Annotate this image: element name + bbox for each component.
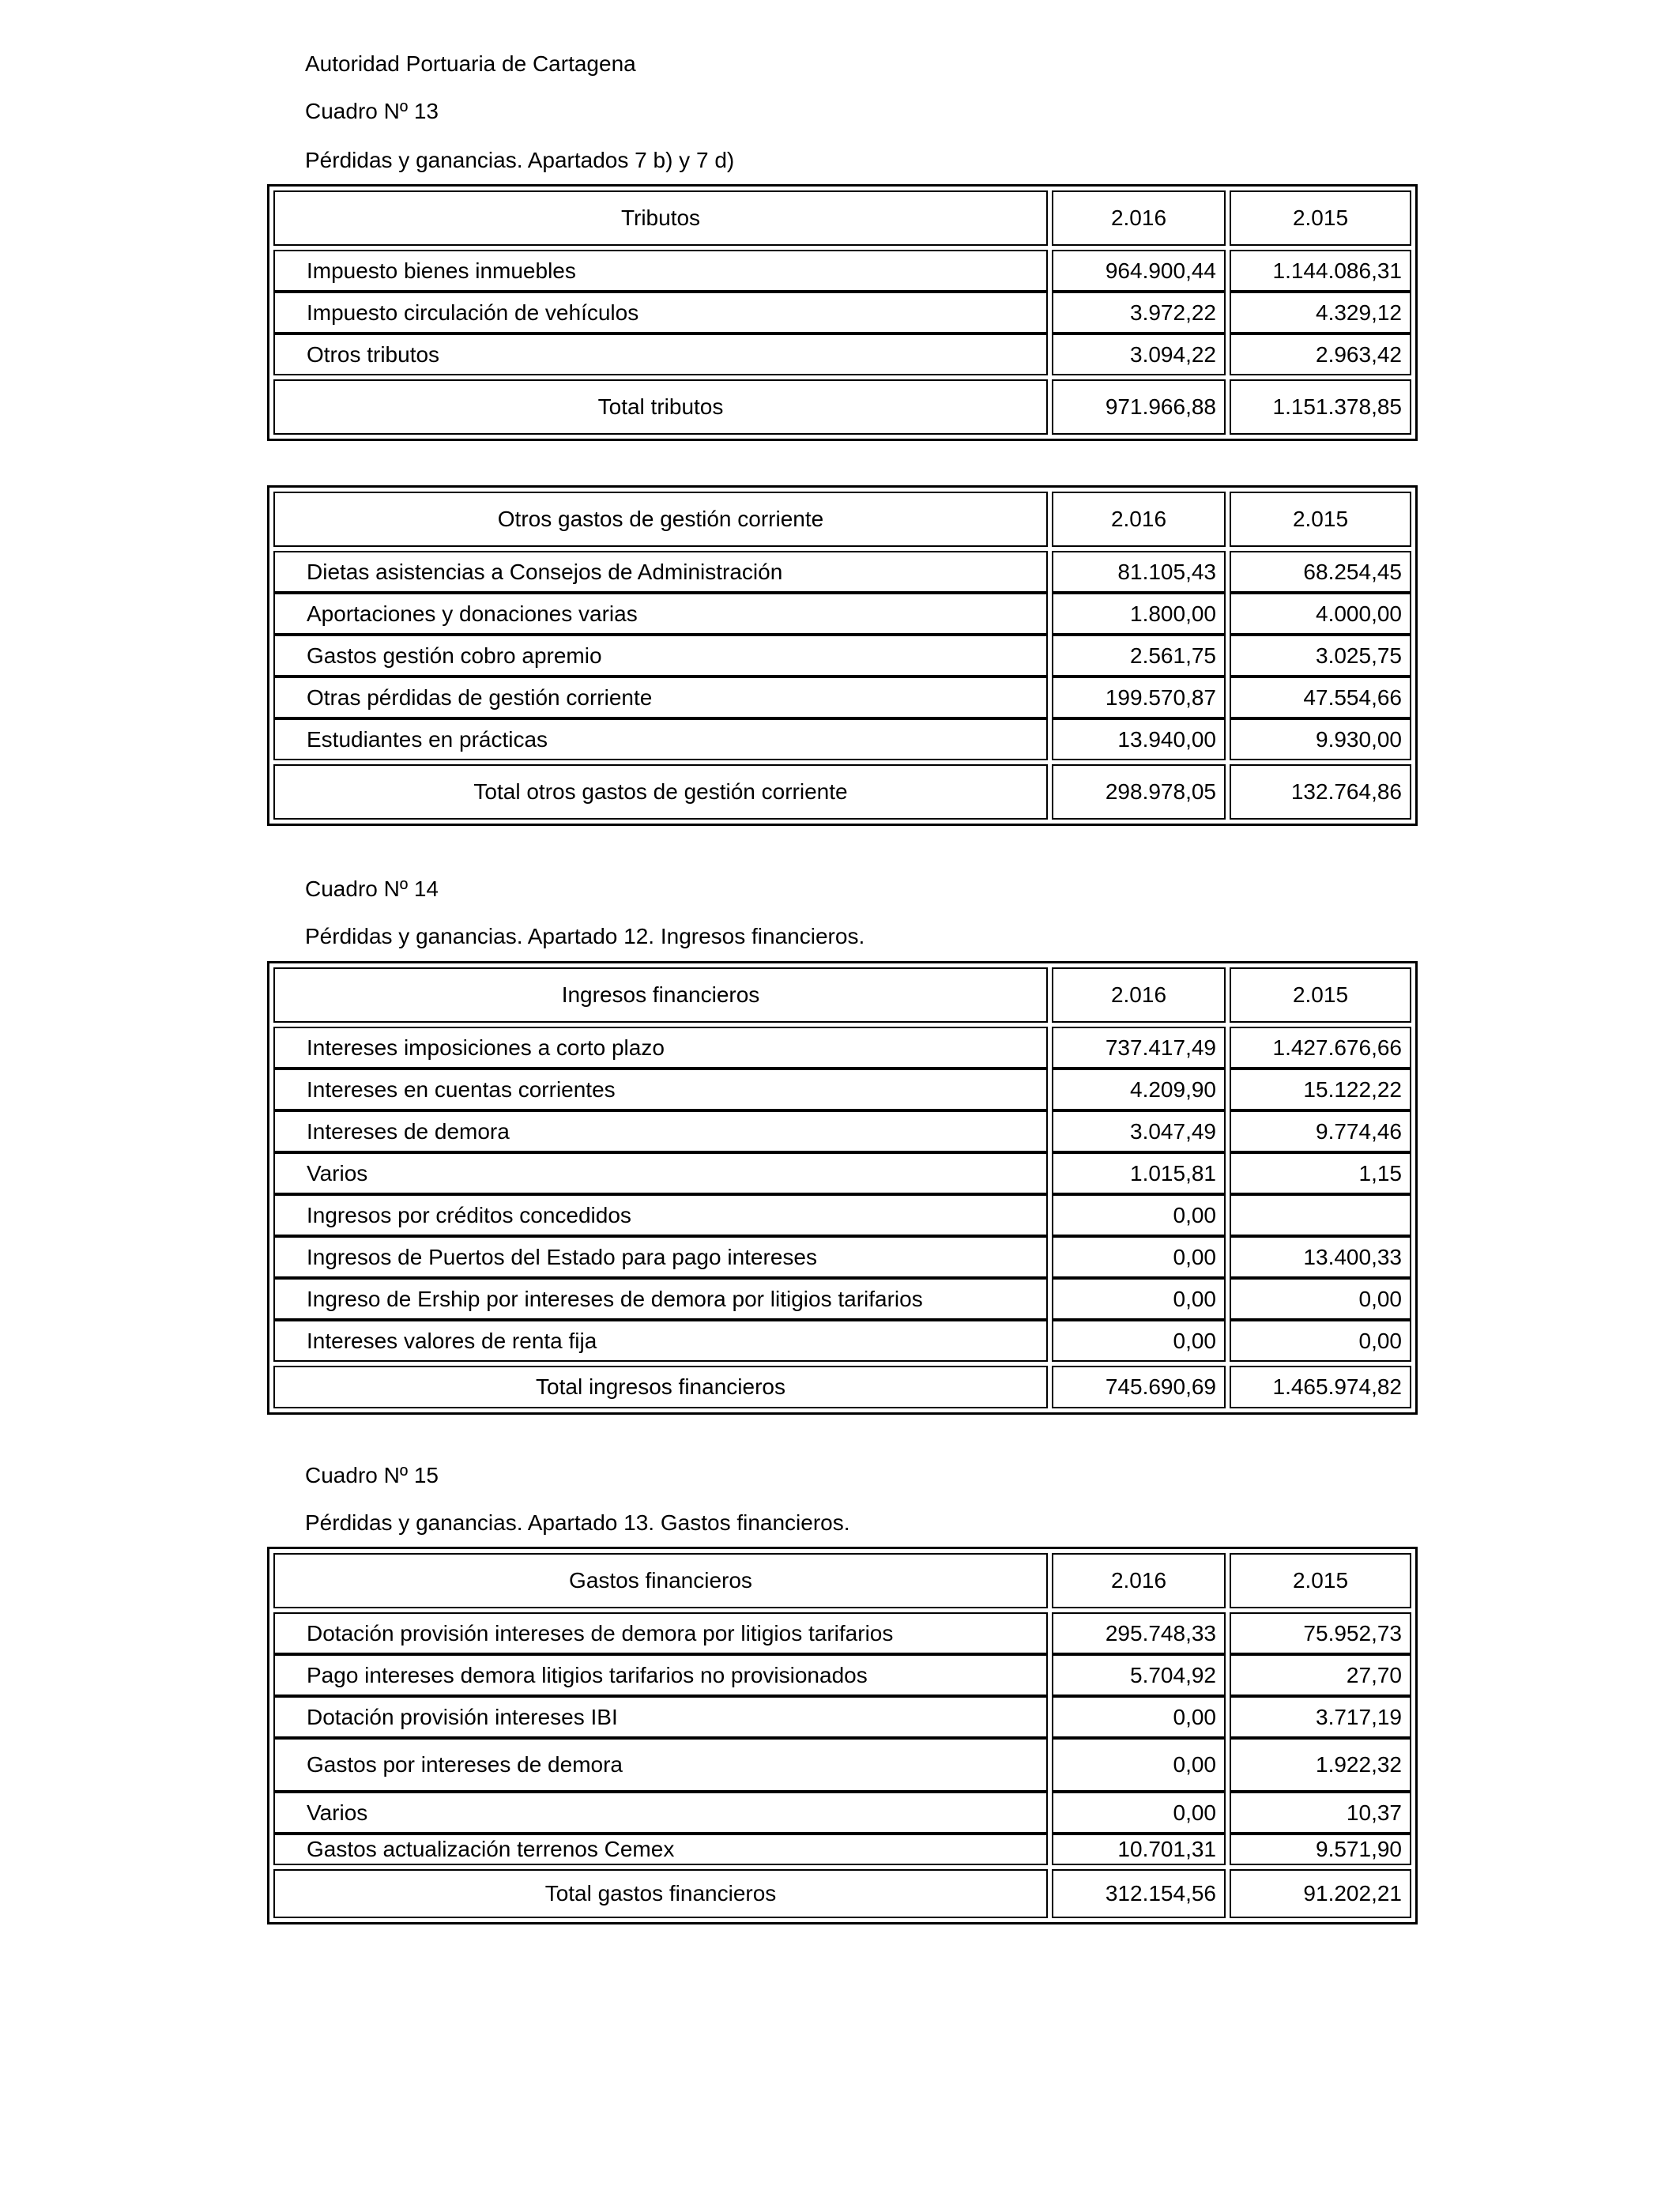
total-label: Total otros gastos de gestión corriente — [273, 764, 1048, 820]
column-header-2016: 2.016 — [1052, 492, 1226, 547]
total-row — [273, 764, 1411, 820]
table-row — [273, 635, 1411, 677]
column-header-2015: 2.015 — [1230, 190, 1411, 246]
column-header-2015: 2.015 — [1230, 967, 1411, 1023]
row-label: Intereses valores de renta fija — [273, 1320, 1048, 1362]
table-row — [273, 1152, 1411, 1194]
value-2016: 3.094,22 — [1052, 334, 1226, 375]
value-2015: 15.122,22 — [1230, 1069, 1411, 1110]
value-2015: 4.329,12 — [1230, 292, 1411, 334]
value-2015: 0,00 — [1230, 1278, 1411, 1320]
otros-gastos-table — [267, 485, 1418, 826]
value-2015: 1.427.676,66 — [1230, 1027, 1411, 1069]
column-header-concept: Tributos — [273, 190, 1048, 246]
row-label: Pago intereses demora litigios tarifarios no provisionados — [273, 1654, 1048, 1696]
table-header-row — [273, 190, 1411, 246]
row-label: Gastos actualización terrenos Cemex — [273, 1834, 1048, 1865]
tributos-table — [267, 184, 1418, 441]
value-2015: 1.144.086,31 — [1230, 250, 1411, 292]
value-2015: 0,00 — [1230, 1320, 1411, 1362]
value-2015: 75.952,73 — [1230, 1612, 1411, 1654]
column-header-concept: Otros gastos de gestión corriente — [273, 492, 1048, 547]
value-2015: 47.554,66 — [1230, 677, 1411, 718]
row-label: Gastos por intereses de demora — [273, 1738, 1048, 1792]
organization-name: Autoridad Portuaria de Cartagena — [305, 51, 636, 76]
total-2015: 91.202,21 — [1230, 1869, 1411, 1918]
value-2016: 199.570,87 — [1052, 677, 1226, 718]
total-label: Total ingresos financieros — [273, 1366, 1048, 1408]
value-2015: 13.400,33 — [1230, 1236, 1411, 1278]
row-label: Aportaciones y donaciones varias — [273, 593, 1048, 635]
row-label: Gastos gestión cobro apremio — [273, 635, 1048, 677]
row-label: Otras pérdidas de gestión corriente — [273, 677, 1048, 718]
value-2016: 964.900,44 — [1052, 250, 1226, 292]
row-label: Dotación provisión intereses de demora por litigios tarifarios — [273, 1612, 1048, 1654]
table-row — [273, 593, 1411, 635]
row-label: Ingresos por créditos concedidos — [273, 1194, 1048, 1236]
value-2016: 4.209,90 — [1052, 1069, 1226, 1110]
value-2016: 1.800,00 — [1052, 593, 1226, 635]
row-label: Impuesto bienes inmuebles — [273, 250, 1048, 292]
value-2016: 81.105,43 — [1052, 551, 1226, 593]
total-2016: 312.154,56 — [1052, 1869, 1226, 1918]
row-label: Intereses imposiciones a corto plazo — [273, 1027, 1048, 1069]
total-2015: 1.151.378,85 — [1230, 379, 1411, 435]
gastos-financieros-table — [267, 1547, 1418, 1924]
value-2016: 0,00 — [1052, 1738, 1226, 1792]
row-label: Intereses en cuentas corrientes — [273, 1069, 1048, 1110]
value-2015: 1.922,32 — [1230, 1738, 1411, 1792]
column-header-2016: 2.016 — [1052, 1553, 1226, 1608]
value-2016: 0,00 — [1052, 1236, 1226, 1278]
value-2015: 68.254,45 — [1230, 551, 1411, 593]
table-row — [273, 1834, 1411, 1865]
row-label: Dietas asistencias a Consejos de Administración — [273, 551, 1048, 593]
column-header-2015: 2.015 — [1230, 492, 1411, 547]
value-2016: 10.701,31 — [1052, 1834, 1226, 1865]
value-2015: 3.025,75 — [1230, 635, 1411, 677]
value-2015: 9.774,46 — [1230, 1110, 1411, 1152]
value-2016: 295.748,33 — [1052, 1612, 1226, 1654]
table-row — [273, 1069, 1411, 1110]
table-row — [273, 551, 1411, 593]
value-2016: 3.047,49 — [1052, 1110, 1226, 1152]
column-header-concept: Ingresos financieros — [273, 967, 1048, 1023]
row-label: Ingresos de Puertos del Estado para pago intereses — [273, 1236, 1048, 1278]
table-header-row — [273, 967, 1411, 1023]
value-2016: 0,00 — [1052, 1320, 1226, 1362]
column-header-2016: 2.016 — [1052, 967, 1226, 1023]
value-2016: 5.704,92 — [1052, 1654, 1226, 1696]
value-2016: 737.417,49 — [1052, 1027, 1226, 1069]
row-label: Impuesto circulación de vehículos — [273, 292, 1048, 334]
total-2016: 971.966,88 — [1052, 379, 1226, 435]
value-2016: 0,00 — [1052, 1278, 1226, 1320]
value-2016: 0,00 — [1052, 1792, 1226, 1834]
ingresos-financieros-table — [267, 961, 1418, 1415]
value-2015: 1,15 — [1230, 1152, 1411, 1194]
total-2015: 1.465.974,82 — [1230, 1366, 1411, 1408]
total-row — [273, 1366, 1411, 1408]
value-2016: 0,00 — [1052, 1696, 1226, 1738]
table-row — [273, 1792, 1411, 1834]
table-row — [273, 718, 1411, 760]
value-2015: 9.571,90 — [1230, 1834, 1411, 1865]
cuadro-14-subtitle: Pérdidas y ganancias. Apartado 12. Ingresos financieros. — [305, 924, 865, 948]
table-row — [273, 250, 1411, 292]
table-row — [273, 1278, 1411, 1320]
row-label: Varios — [273, 1152, 1048, 1194]
value-2016: 2.561,75 — [1052, 635, 1226, 677]
value-2015: 4.000,00 — [1230, 593, 1411, 635]
value-2015: 3.717,19 — [1230, 1696, 1411, 1738]
cuadro-13-subtitle: Pérdidas y ganancias. Apartados 7 b) y 7 d) — [305, 148, 735, 172]
table-row — [273, 1320, 1411, 1362]
cuadro-13-title: Cuadro Nº 13 — [305, 99, 439, 123]
cuadro-15-subtitle: Pérdidas y ganancias. Apartado 13. Gastos financieros. — [305, 1510, 850, 1535]
table-header-row — [273, 492, 1411, 547]
total-2016: 745.690,69 — [1052, 1366, 1226, 1408]
table-header-row — [273, 1553, 1411, 1608]
table-row — [273, 1027, 1411, 1069]
column-header-2015: 2.015 — [1230, 1553, 1411, 1608]
table-row — [273, 1738, 1411, 1792]
table-row — [273, 1110, 1411, 1152]
row-label: Ingreso de Ership por intereses de demora por litigios tarifarios — [273, 1278, 1048, 1320]
row-label: Varios — [273, 1792, 1048, 1834]
table-row — [273, 292, 1411, 334]
value-2016: 13.940,00 — [1052, 718, 1226, 760]
row-label: Otros tributos — [273, 334, 1048, 375]
cuadro-15-title: Cuadro Nº 15 — [305, 1463, 439, 1487]
table-row — [273, 1612, 1411, 1654]
total-2016: 298.978,05 — [1052, 764, 1226, 820]
column-header-2016: 2.016 — [1052, 190, 1226, 246]
value-2015: 27,70 — [1230, 1654, 1411, 1696]
value-2015: 10,37 — [1230, 1792, 1411, 1834]
column-header-concept: Gastos financieros — [273, 1553, 1048, 1608]
total-2015: 132.764,86 — [1230, 764, 1411, 820]
value-2015 — [1230, 1194, 1411, 1236]
value-2016: 1.015,81 — [1052, 1152, 1226, 1194]
table-row — [273, 1654, 1411, 1696]
value-2015: 2.963,42 — [1230, 334, 1411, 375]
total-row — [273, 1869, 1411, 1918]
total-label: Total gastos financieros — [273, 1869, 1048, 1918]
table-row — [273, 334, 1411, 375]
value-2015: 9.930,00 — [1230, 718, 1411, 760]
row-label: Estudiantes en prácticas — [273, 718, 1048, 760]
row-label: Intereses de demora — [273, 1110, 1048, 1152]
table-row — [273, 1194, 1411, 1236]
total-row — [273, 379, 1411, 435]
table-row — [273, 1236, 1411, 1278]
table-row — [273, 677, 1411, 718]
cuadro-14-title: Cuadro Nº 14 — [305, 876, 439, 901]
value-2016: 3.972,22 — [1052, 292, 1226, 334]
value-2016: 0,00 — [1052, 1194, 1226, 1236]
table-row — [273, 1696, 1411, 1738]
total-label: Total tributos — [273, 379, 1048, 435]
row-label: Dotación provisión intereses IBI — [273, 1696, 1048, 1738]
